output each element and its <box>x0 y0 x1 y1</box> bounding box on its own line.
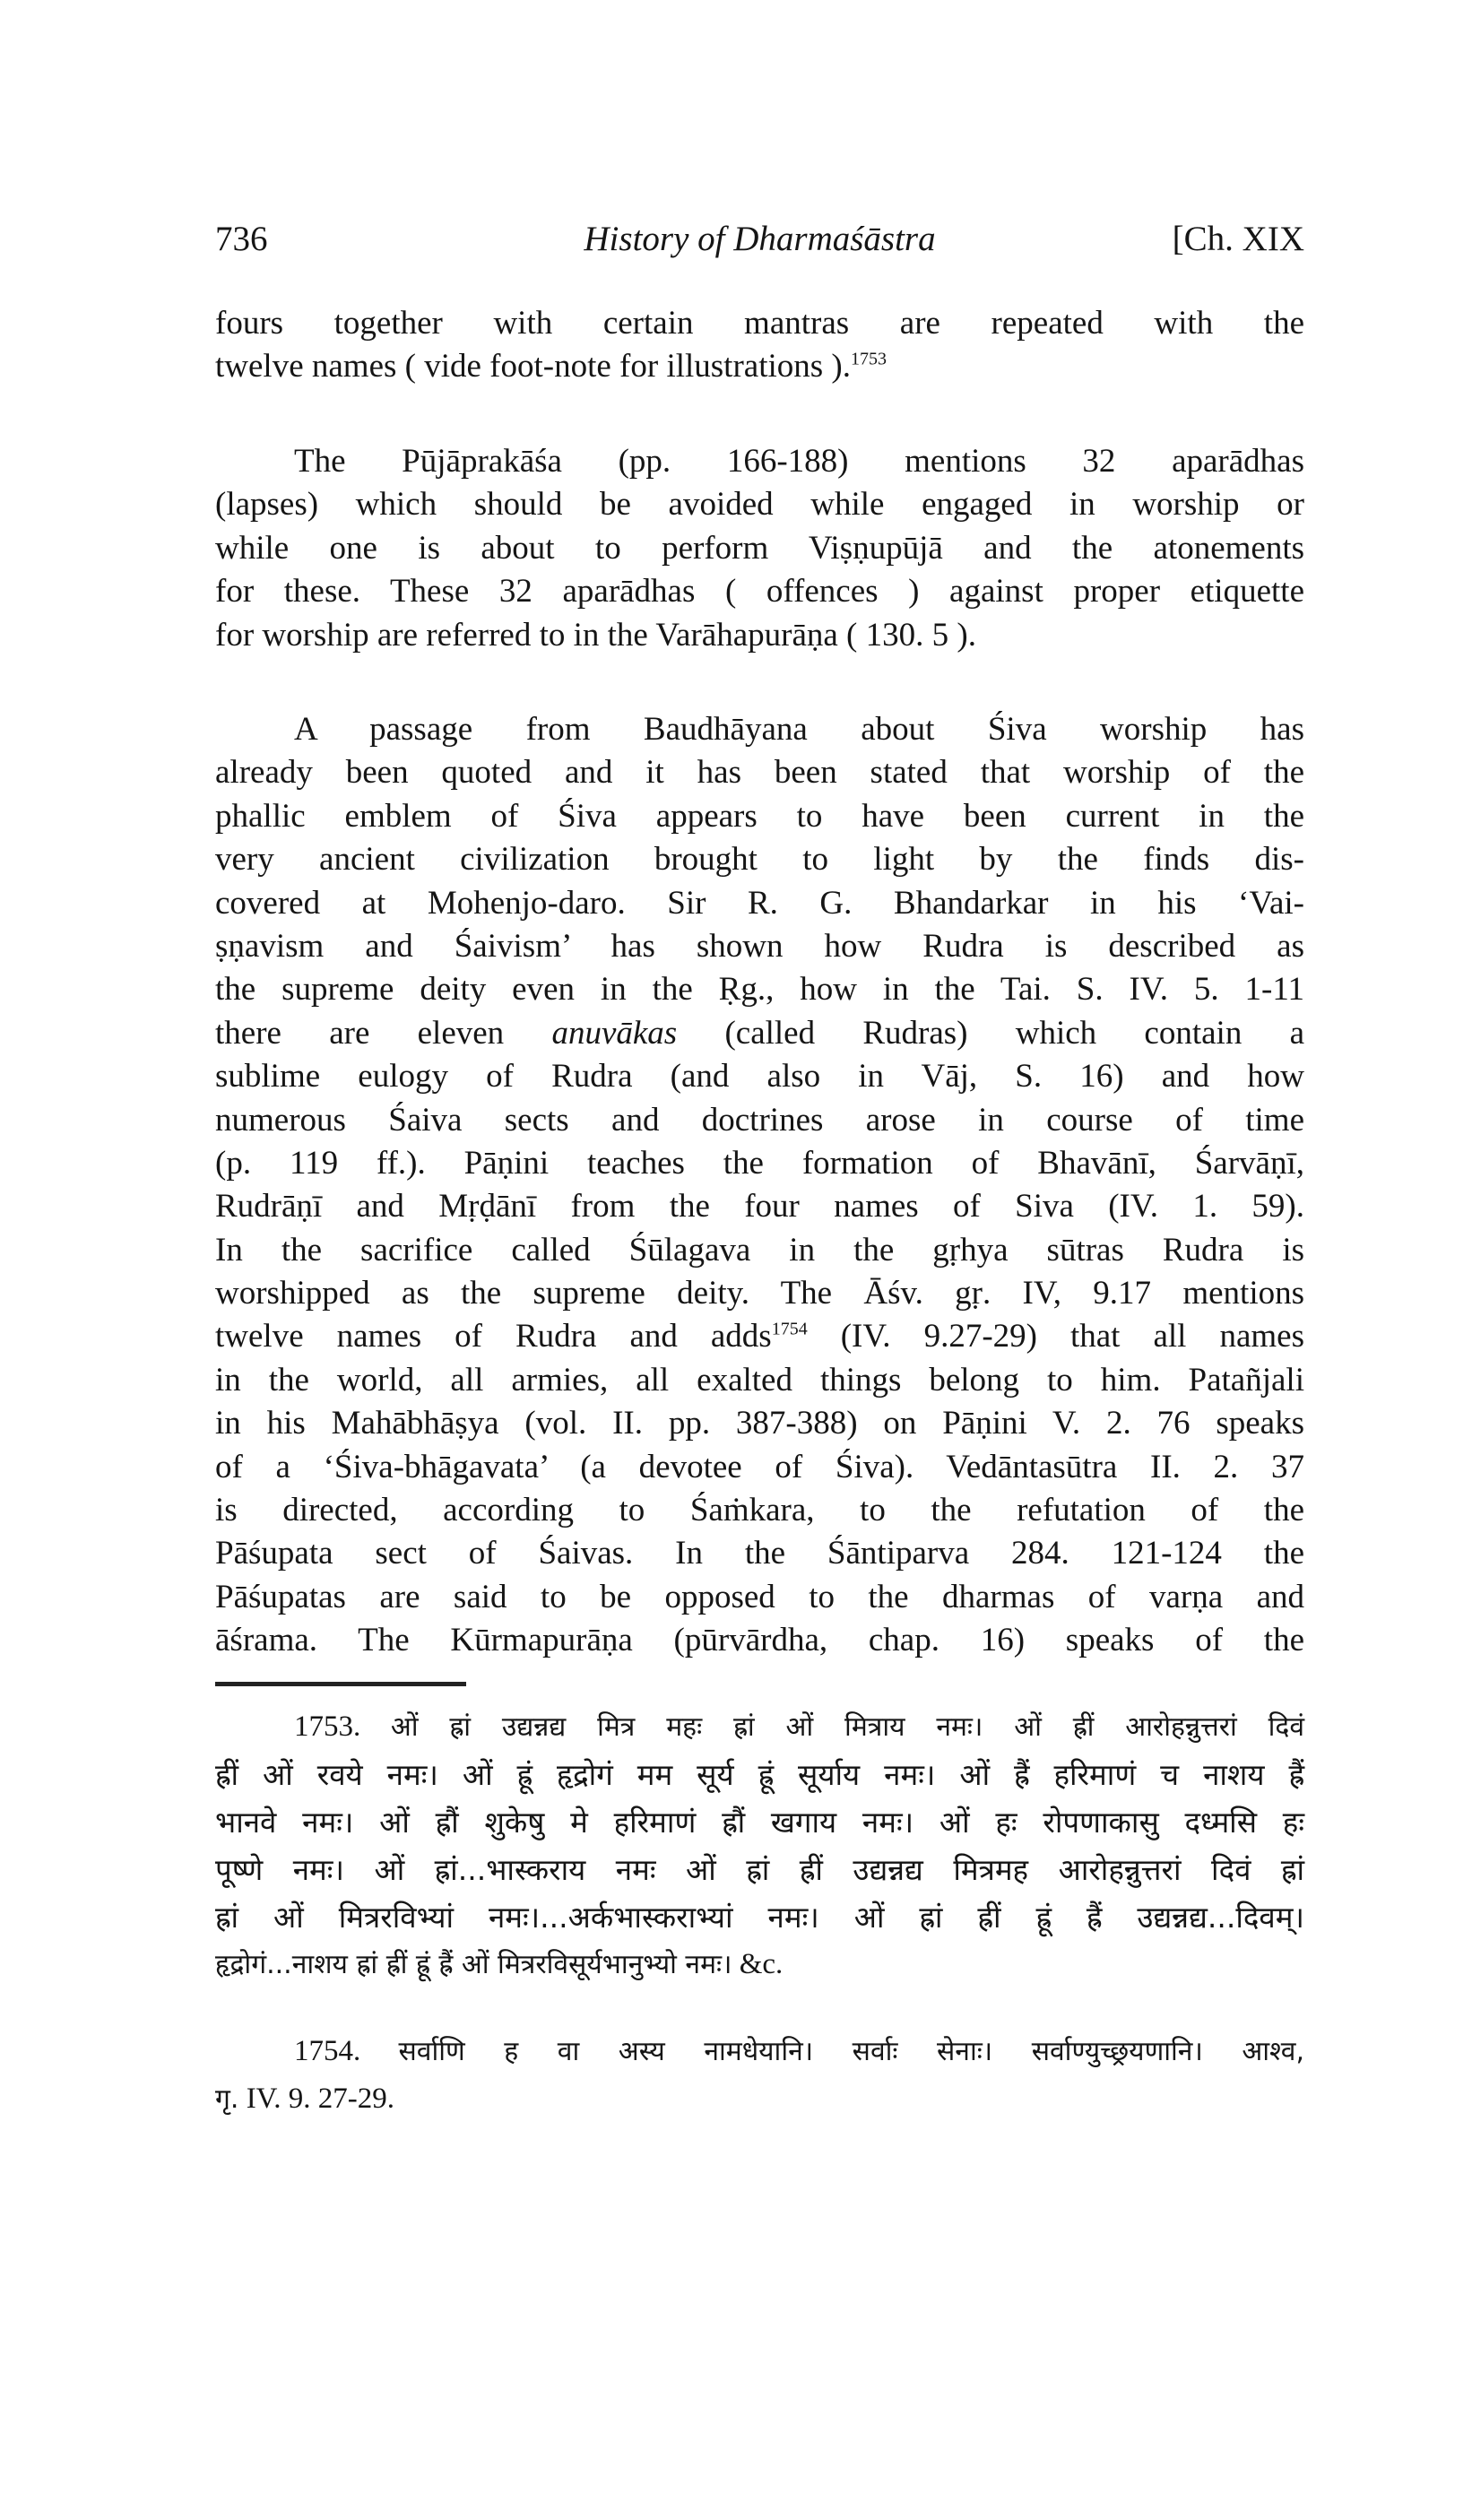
text-line: covered at Mohenjo-daro. Sir R. G. Bhandarkar in his ‘Vai- <box>215 884 1304 922</box>
footnote-1753 <box>215 1703 1304 1988</box>
devanagari-text: गृ. <box>215 2083 239 2115</box>
text-span: IV. 9. 27-29. <box>238 2083 394 2115</box>
text-line: already been quoted and it has been stated that worship of the <box>215 754 1304 792</box>
footnote-ref-1753: 1753 <box>850 350 887 370</box>
footnote-line <box>215 2028 1304 2075</box>
paragraph-2 <box>215 440 1304 657</box>
running-title: History of Dharmaśāstra <box>584 220 936 258</box>
text-line: is directed, according to Śaṁkara, to the refutation of the <box>215 1492 1304 1529</box>
footnote-number: 1754. <box>294 2035 361 2067</box>
text-line: A passage from Baudhāyana about Śiva worship has <box>294 711 1304 748</box>
text-line: Pāśupatas are said to be opposed to the dharmas of varṇa and <box>215 1578 1304 1615</box>
text-span: twelve names ( vide foot-note for illustrations ). <box>215 348 851 385</box>
paragraph-1 <box>215 302 1304 389</box>
text-line <box>215 1012 1304 1055</box>
footnote-line: ह्रां ओं मित्ररविभ्यां नमः।...अर्कभास्कराभ्यां नमः। ओं ह्रां ह्रीं ह्रूं ह्रैं उद्यन्नद्य...दिवम्। <box>215 1900 1304 1935</box>
paragraph-3 <box>215 708 1304 1663</box>
devanagari-text: हृद्रोगं...नाशय ह्रां ह्रीं ह्रूं ह्रैं ओं मित्ररविसूर्यभानुभ्यो नमः। <box>215 1949 732 1980</box>
footnote-line <box>215 1941 1304 1988</box>
footnote-line: भानवे नमः। ओं ह्रौं शुकेषु मे हरिमाणं ह्रौं खगाय नमः। ओं हः रोपणाकासु दध्मसि हः <box>215 1805 1304 1840</box>
text-line: in the world, all armies, all exalted things belong to him. Patañjali <box>215 1361 1304 1399</box>
text-line: for worship are referred to in the Varāhapurāṇa ( 130. 5 ). <box>215 616 976 654</box>
footnote-line <box>215 1703 1304 1751</box>
text-line: In the sacrifice called Śūlagava in the gṛhya sūtras Rudra is <box>215 1231 1304 1269</box>
footnote-number: 1753. <box>294 1710 361 1743</box>
footnote-line: ह्रीं ओं रवये नमः। ओं ह्रूं हृद्रोगं मम सूर्य ह्रूं सूर्याय नमः। ओं ह्रैं हरिमाणं च नाशय ह्रैं <box>215 1757 1304 1792</box>
text-span: twelve names of Rudra and adds <box>215 1318 772 1355</box>
text-line: Pāśupata sect of Śaivas. In the Śāntiparva 284. 121-124 the <box>215 1535 1304 1572</box>
text-line <box>215 1315 1304 1358</box>
running-header <box>215 212 1304 266</box>
text-span: &c. <box>732 1948 784 1980</box>
text-line: sublime eulogy of Rudra (and also in Vāj, S. 16) and how <box>215 1058 1304 1095</box>
footnote-1754 <box>215 2028 1304 2123</box>
text-line: The Pūjāprakāśa (pp. 166-188) mentions 32 aparādhas <box>294 443 1304 480</box>
text-line: worshipped as the supreme deity. The Āśv. gṛ. IV, 9.17 mentions <box>215 1275 1304 1312</box>
text-line: the supreme deity even in the Ṛg., how in the Tai. S. IV. 5. 1-11 <box>215 971 1304 1009</box>
text-line: (lapses) which should be avoided while engaged in worship or <box>215 486 1304 524</box>
text-span: (called Rudras) which contain a <box>724 1014 1305 1052</box>
text-line: phallic emblem of Śiva appears to have been current in the <box>215 797 1304 835</box>
text-line: numerous Śaiva sects and doctrines arose in course of time <box>215 1101 1304 1139</box>
text-line: Rudrāṇī and Mṛḍānī from the four names of Siva (IV. 1. 59). <box>215 1188 1304 1225</box>
text-line: for these. These 32 aparādhas ( offences ) against proper etiquette <box>215 573 1304 611</box>
italic-term: anuvākas <box>551 1014 678 1052</box>
text-line: very ancient civilization brought to light by the finds dis- <box>215 841 1304 879</box>
text-line <box>215 345 1304 388</box>
text-span: there are eleven <box>215 1014 505 1052</box>
footnote-divider <box>215 1682 466 1686</box>
text-line: ṣṇavism and Śaivism’ has shown how Rudra is described as <box>215 927 1304 965</box>
text-line: while one is about to perform Viṣṇupūjā and the atonements <box>215 529 1304 567</box>
text-line: āśrama. The Kūrmapurāṇa (pūrvārdha, chap. 16) speaks of the <box>215 1622 1304 1659</box>
text-line: in his Mahābhāṣya (vol. II. pp. 387-388) on Pāṇini V. 2. 76 speaks <box>215 1405 1304 1442</box>
text-line: fours together with certain mantras are repeated with the <box>215 305 1304 342</box>
footnote-line <box>215 2075 1304 2123</box>
text-line: (p. 119 ff.). Pāṇini teaches the formation of Bhavānī, Śarvāṇī, <box>215 1144 1304 1182</box>
chapter-label: [Ch. XIX <box>1172 220 1304 258</box>
devanagari-text: सर्वाणि ह वा अस्य नामधेयानि। सर्वाः सेनाः। सर्वाण्युच्छ्रयणानि। आश्व, <box>398 2036 1305 2067</box>
footnote-ref-1754: 1754 <box>771 1320 808 1340</box>
text-line: of a ‘Śiva-bhāgavata’ (a devotee of Śiva). Vedāntasūtra II. 2. 37 <box>215 1448 1304 1485</box>
devanagari-text: ओं ह्रां उद्यन्नद्य मित्र महः ह्रां ओं मित्राय नमः। ओं ह्रीं आरोहन्नुत्तरां दिवं <box>390 1711 1304 1743</box>
page-number: 736 <box>215 220 268 258</box>
footnote-line: पूष्णे नमः। ओं ह्रां...भास्कराय नमः ओं ह्रां ह्रीं उद्यन्नद्य मित्रमह आरोहन्नुत्तरां दिवं ह्रां <box>215 1852 1304 1887</box>
text-span: (IV. 9.27-29) that all names <box>807 1318 1304 1355</box>
